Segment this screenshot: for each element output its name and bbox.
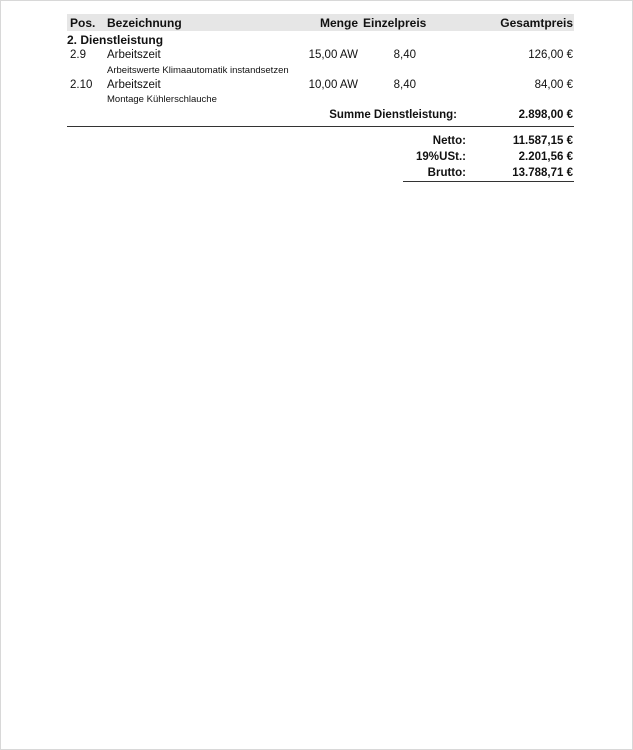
netto-label: Netto:	[432, 135, 466, 147]
header-gesamtpreis: Gesamtpreis	[500, 16, 573, 30]
section-sum-value: 2.898,00 €	[518, 109, 573, 121]
row-pos: 2.9	[70, 49, 86, 61]
header-bezeichnung: Bezeichnung	[107, 16, 182, 30]
header-menge: Menge	[319, 16, 358, 30]
row-gesamtpreis: 84,00 €	[534, 79, 573, 91]
section-sum-label: Summe Dienstleistung:	[329, 109, 457, 121]
row-menge: 15,00 AW	[308, 49, 358, 61]
brutto-value: 13.788,71 €	[512, 167, 573, 179]
row-einzelpreis: 8,40	[393, 79, 416, 91]
vat-label: USt.:	[439, 151, 466, 163]
vat-value: 2.201,56 €	[518, 151, 573, 163]
row-title: Arbeitszeit	[107, 79, 161, 91]
header-einzelpreis: Einzelpreis	[363, 16, 427, 30]
section-divider	[67, 126, 574, 127]
row-pos: 2.10	[70, 79, 93, 91]
row-gesamtpreis: 126,00 €	[528, 49, 573, 61]
totals-underline	[403, 181, 574, 182]
section-title: 2. Dienstleistung	[67, 33, 164, 47]
row-title: Arbeitszeit	[107, 49, 161, 61]
netto-value: 11.587,15 €	[512, 135, 573, 147]
row-einzelpreis: 8,40	[393, 49, 416, 61]
row-menge: 10,00 AW	[308, 79, 358, 91]
header-pos: Pos.	[70, 16, 96, 30]
vat-rate: 19%	[416, 151, 440, 163]
row-description: Arbeitswerte Klimaautomatik instandsetzen	[107, 65, 289, 76]
row-description: Montage Kühlerschlauche	[107, 94, 217, 105]
brutto-label: Brutto:	[427, 167, 466, 179]
